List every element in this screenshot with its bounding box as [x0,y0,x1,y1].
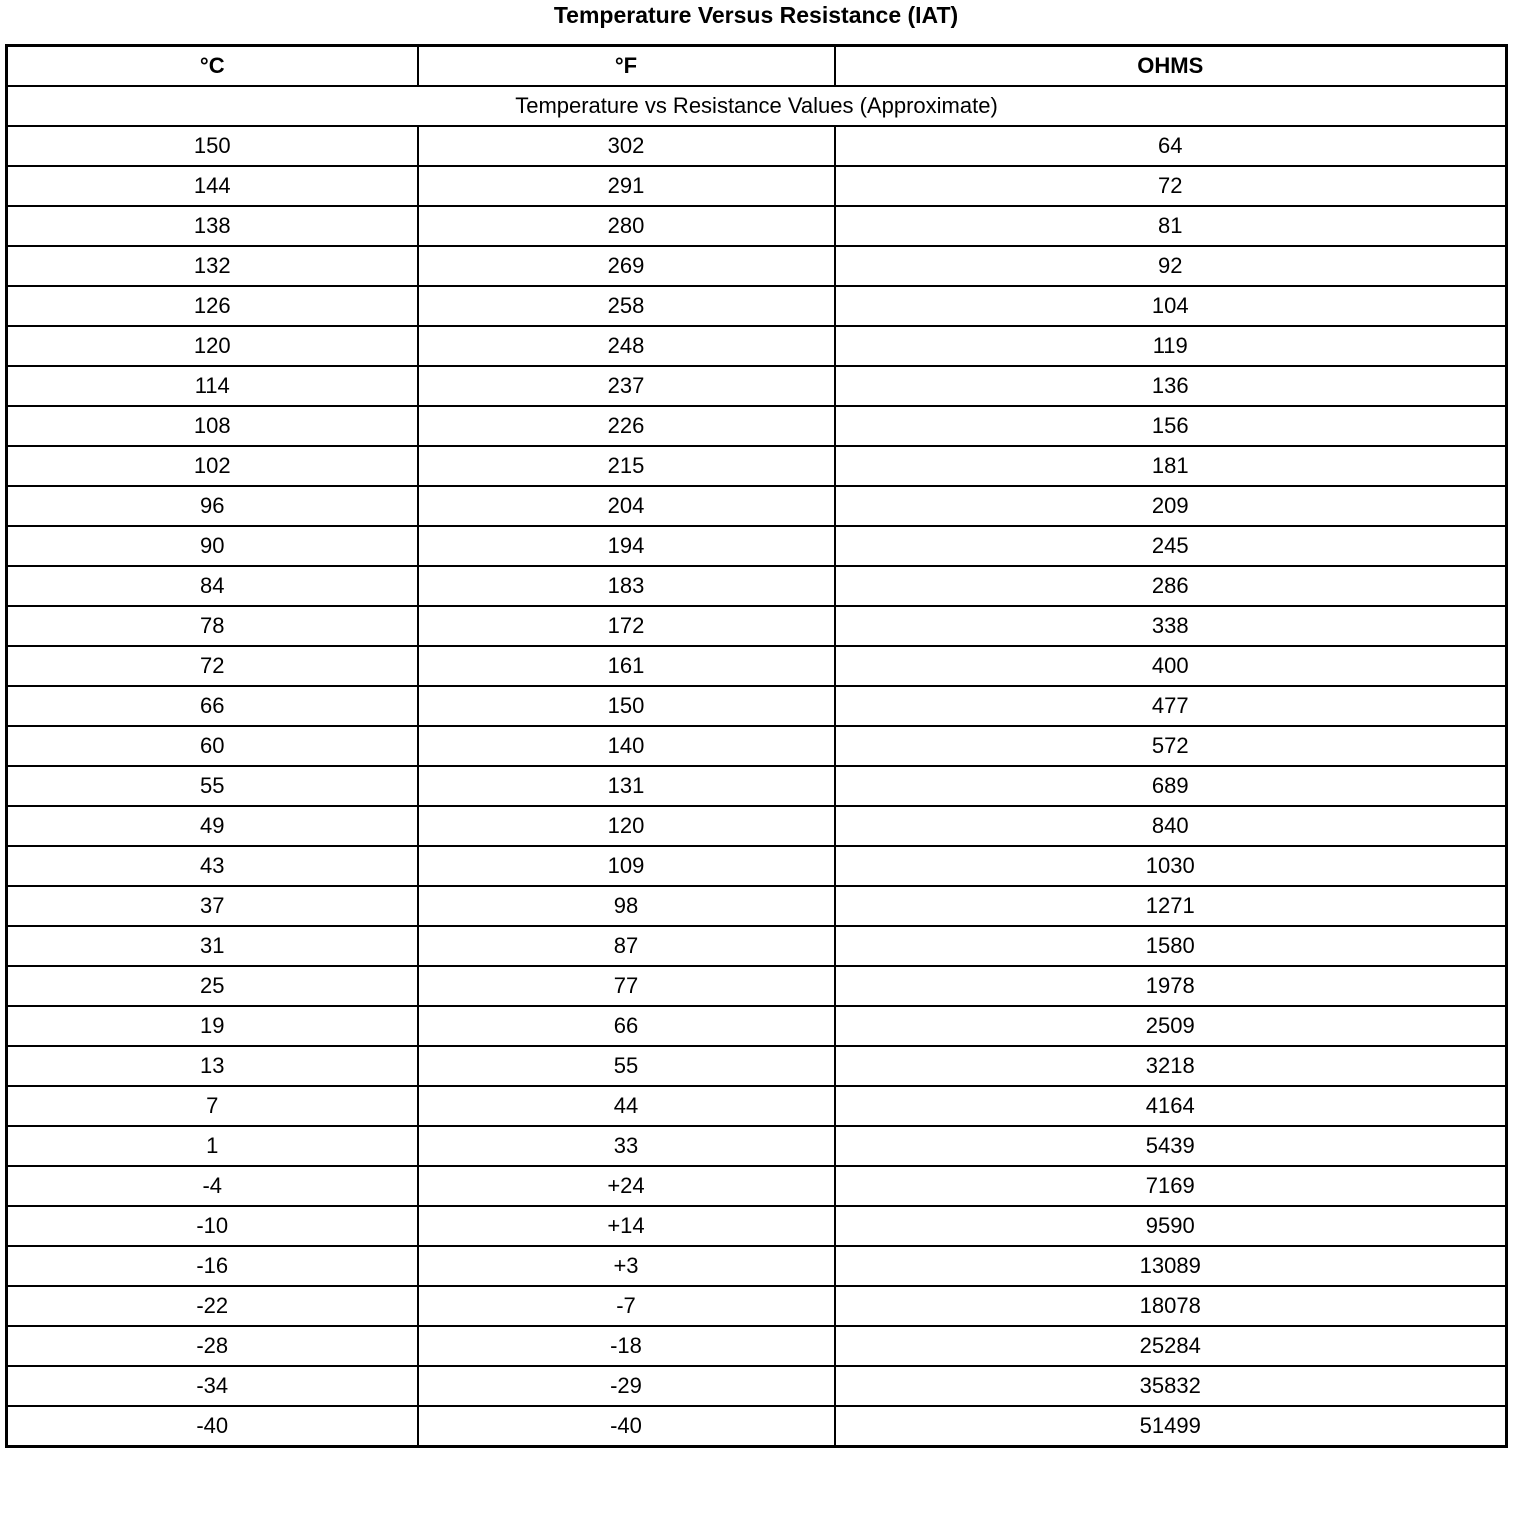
fahrenheit-cell: -40 [418,1406,835,1447]
header-ohms: OHMS [835,46,1507,87]
table-row [7,1126,1507,1166]
document-title: Temperature Versus Resistance (IAT) [553,2,959,28]
ohms-cell: 136 [835,366,1507,406]
table-subtitle: Temperature vs Resistance Values (Approximate) [7,86,1507,126]
table-row [7,446,1507,486]
table-row [7,646,1507,686]
table-row [7,406,1507,446]
table-row [7,486,1507,526]
ohms-cell: 104 [835,286,1507,326]
fahrenheit-cell: 302 [418,126,835,166]
ohms-cell: 51499 [835,1406,1507,1447]
fahrenheit-cell: 140 [418,726,835,766]
celsius-cell: 114 [7,366,418,406]
fahrenheit-cell: 204 [418,486,835,526]
celsius-cell: 72 [7,646,418,686]
ohms-cell: 572 [835,726,1507,766]
table-row [7,526,1507,566]
ohms-cell: 35832 [835,1366,1507,1406]
ohms-cell: 2509 [835,1006,1507,1046]
celsius-cell: 108 [7,406,418,446]
table-row [7,1166,1507,1206]
fahrenheit-cell: 55 [418,1046,835,1086]
temperature-resistance-table [5,44,1508,1448]
fahrenheit-cell: 44 [418,1086,835,1126]
table-row [7,806,1507,846]
table-row [7,1286,1507,1326]
header-celsius: °C [7,46,418,87]
table-row [7,926,1507,966]
fahrenheit-cell: 66 [418,1006,835,1046]
header-row [7,46,1507,87]
celsius-cell: -4 [7,1166,418,1206]
fahrenheit-cell: 87 [418,926,835,966]
fahrenheit-cell: 98 [418,886,835,926]
table-row [7,1006,1507,1046]
ohms-cell: 9590 [835,1206,1507,1246]
table-row [7,1326,1507,1366]
fahrenheit-cell: 248 [418,326,835,366]
header-fahrenheit: °F [418,46,835,87]
celsius-cell: 55 [7,766,418,806]
fahrenheit-cell: 33 [418,1126,835,1166]
fahrenheit-cell: 291 [418,166,835,206]
celsius-cell: 66 [7,686,418,726]
ohms-cell: 7169 [835,1166,1507,1206]
fahrenheit-cell: 215 [418,446,835,486]
celsius-cell: 43 [7,846,418,886]
table-row [7,1086,1507,1126]
celsius-cell: 60 [7,726,418,766]
fahrenheit-cell: 226 [418,406,835,446]
ohms-cell: 4164 [835,1086,1507,1126]
celsius-cell: 96 [7,486,418,526]
celsius-cell: -22 [7,1286,418,1326]
celsius-cell: 90 [7,526,418,566]
fahrenheit-cell: 120 [418,806,835,846]
table-row [7,206,1507,246]
ohms-cell: 286 [835,566,1507,606]
celsius-cell: 1 [7,1126,418,1166]
table-row [7,1206,1507,1246]
celsius-cell: 138 [7,206,418,246]
fahrenheit-cell: 150 [418,686,835,726]
fahrenheit-cell: 258 [418,286,835,326]
fahrenheit-cell: 280 [418,206,835,246]
table-row [7,686,1507,726]
ohms-cell: 1978 [835,966,1507,1006]
ohms-cell: 840 [835,806,1507,846]
fahrenheit-cell: 161 [418,646,835,686]
fahrenheit-cell: +24 [418,1166,835,1206]
ohms-cell: 1580 [835,926,1507,966]
subtitle-row [7,86,1507,126]
ohms-cell: 400 [835,646,1507,686]
celsius-cell: 144 [7,166,418,206]
celsius-cell: 13 [7,1046,418,1086]
table-row [7,166,1507,206]
fahrenheit-cell: 269 [418,246,835,286]
ohms-cell: 92 [835,246,1507,286]
celsius-cell: 7 [7,1086,418,1126]
table-row [7,886,1507,926]
celsius-cell: 126 [7,286,418,326]
ohms-cell: 209 [835,486,1507,526]
ohms-cell: 119 [835,326,1507,366]
table-row [7,566,1507,606]
ohms-cell: 3218 [835,1046,1507,1086]
fahrenheit-cell: 194 [418,526,835,566]
fahrenheit-cell: 183 [418,566,835,606]
celsius-cell: 120 [7,326,418,366]
ohms-cell: 13089 [835,1246,1507,1286]
table-row [7,846,1507,886]
fahrenheit-cell: -29 [418,1366,835,1406]
celsius-cell: -28 [7,1326,418,1366]
celsius-cell: 19 [7,1006,418,1046]
ohms-cell: 25284 [835,1326,1507,1366]
fahrenheit-cell: 172 [418,606,835,646]
table-row [7,1366,1507,1406]
celsius-cell: 37 [7,886,418,926]
celsius-cell: 102 [7,446,418,486]
fahrenheit-cell: +3 [418,1246,835,1286]
fahrenheit-cell: 109 [418,846,835,886]
table-row [7,726,1507,766]
celsius-cell: 78 [7,606,418,646]
fahrenheit-cell: -18 [418,1326,835,1366]
ohms-cell: 1030 [835,846,1507,886]
table-row [7,326,1507,366]
table-row [7,126,1507,166]
ohms-cell: 338 [835,606,1507,646]
ohms-cell: 81 [835,206,1507,246]
celsius-cell: 84 [7,566,418,606]
table-row [7,366,1507,406]
celsius-cell: 31 [7,926,418,966]
fahrenheit-cell: 237 [418,366,835,406]
fahrenheit-cell: 131 [418,766,835,806]
table-row [7,1246,1507,1286]
ohms-cell: 72 [835,166,1507,206]
fahrenheit-cell: -7 [418,1286,835,1326]
ohms-cell: 181 [835,446,1507,486]
celsius-cell: -16 [7,1246,418,1286]
ohms-cell: 156 [835,406,1507,446]
table-row [7,966,1507,1006]
ohms-cell: 689 [835,766,1507,806]
celsius-cell: 49 [7,806,418,846]
fahrenheit-cell: +14 [418,1206,835,1246]
table-row [7,1406,1507,1447]
celsius-cell: 25 [7,966,418,1006]
table-row [7,246,1507,286]
ohms-cell: 18078 [835,1286,1507,1326]
celsius-cell: 132 [7,246,418,286]
table-row [7,606,1507,646]
table-row [7,1046,1507,1086]
ohms-cell: 1271 [835,886,1507,926]
celsius-cell: 150 [7,126,418,166]
ohms-cell: 477 [835,686,1507,726]
celsius-cell: -40 [7,1406,418,1447]
table-row [7,286,1507,326]
ohms-cell: 5439 [835,1126,1507,1166]
celsius-cell: -34 [7,1366,418,1406]
fahrenheit-cell: 77 [418,966,835,1006]
table-row [7,766,1507,806]
celsius-cell: -10 [7,1206,418,1246]
ohms-cell: 245 [835,526,1507,566]
ohms-cell: 64 [835,126,1507,166]
